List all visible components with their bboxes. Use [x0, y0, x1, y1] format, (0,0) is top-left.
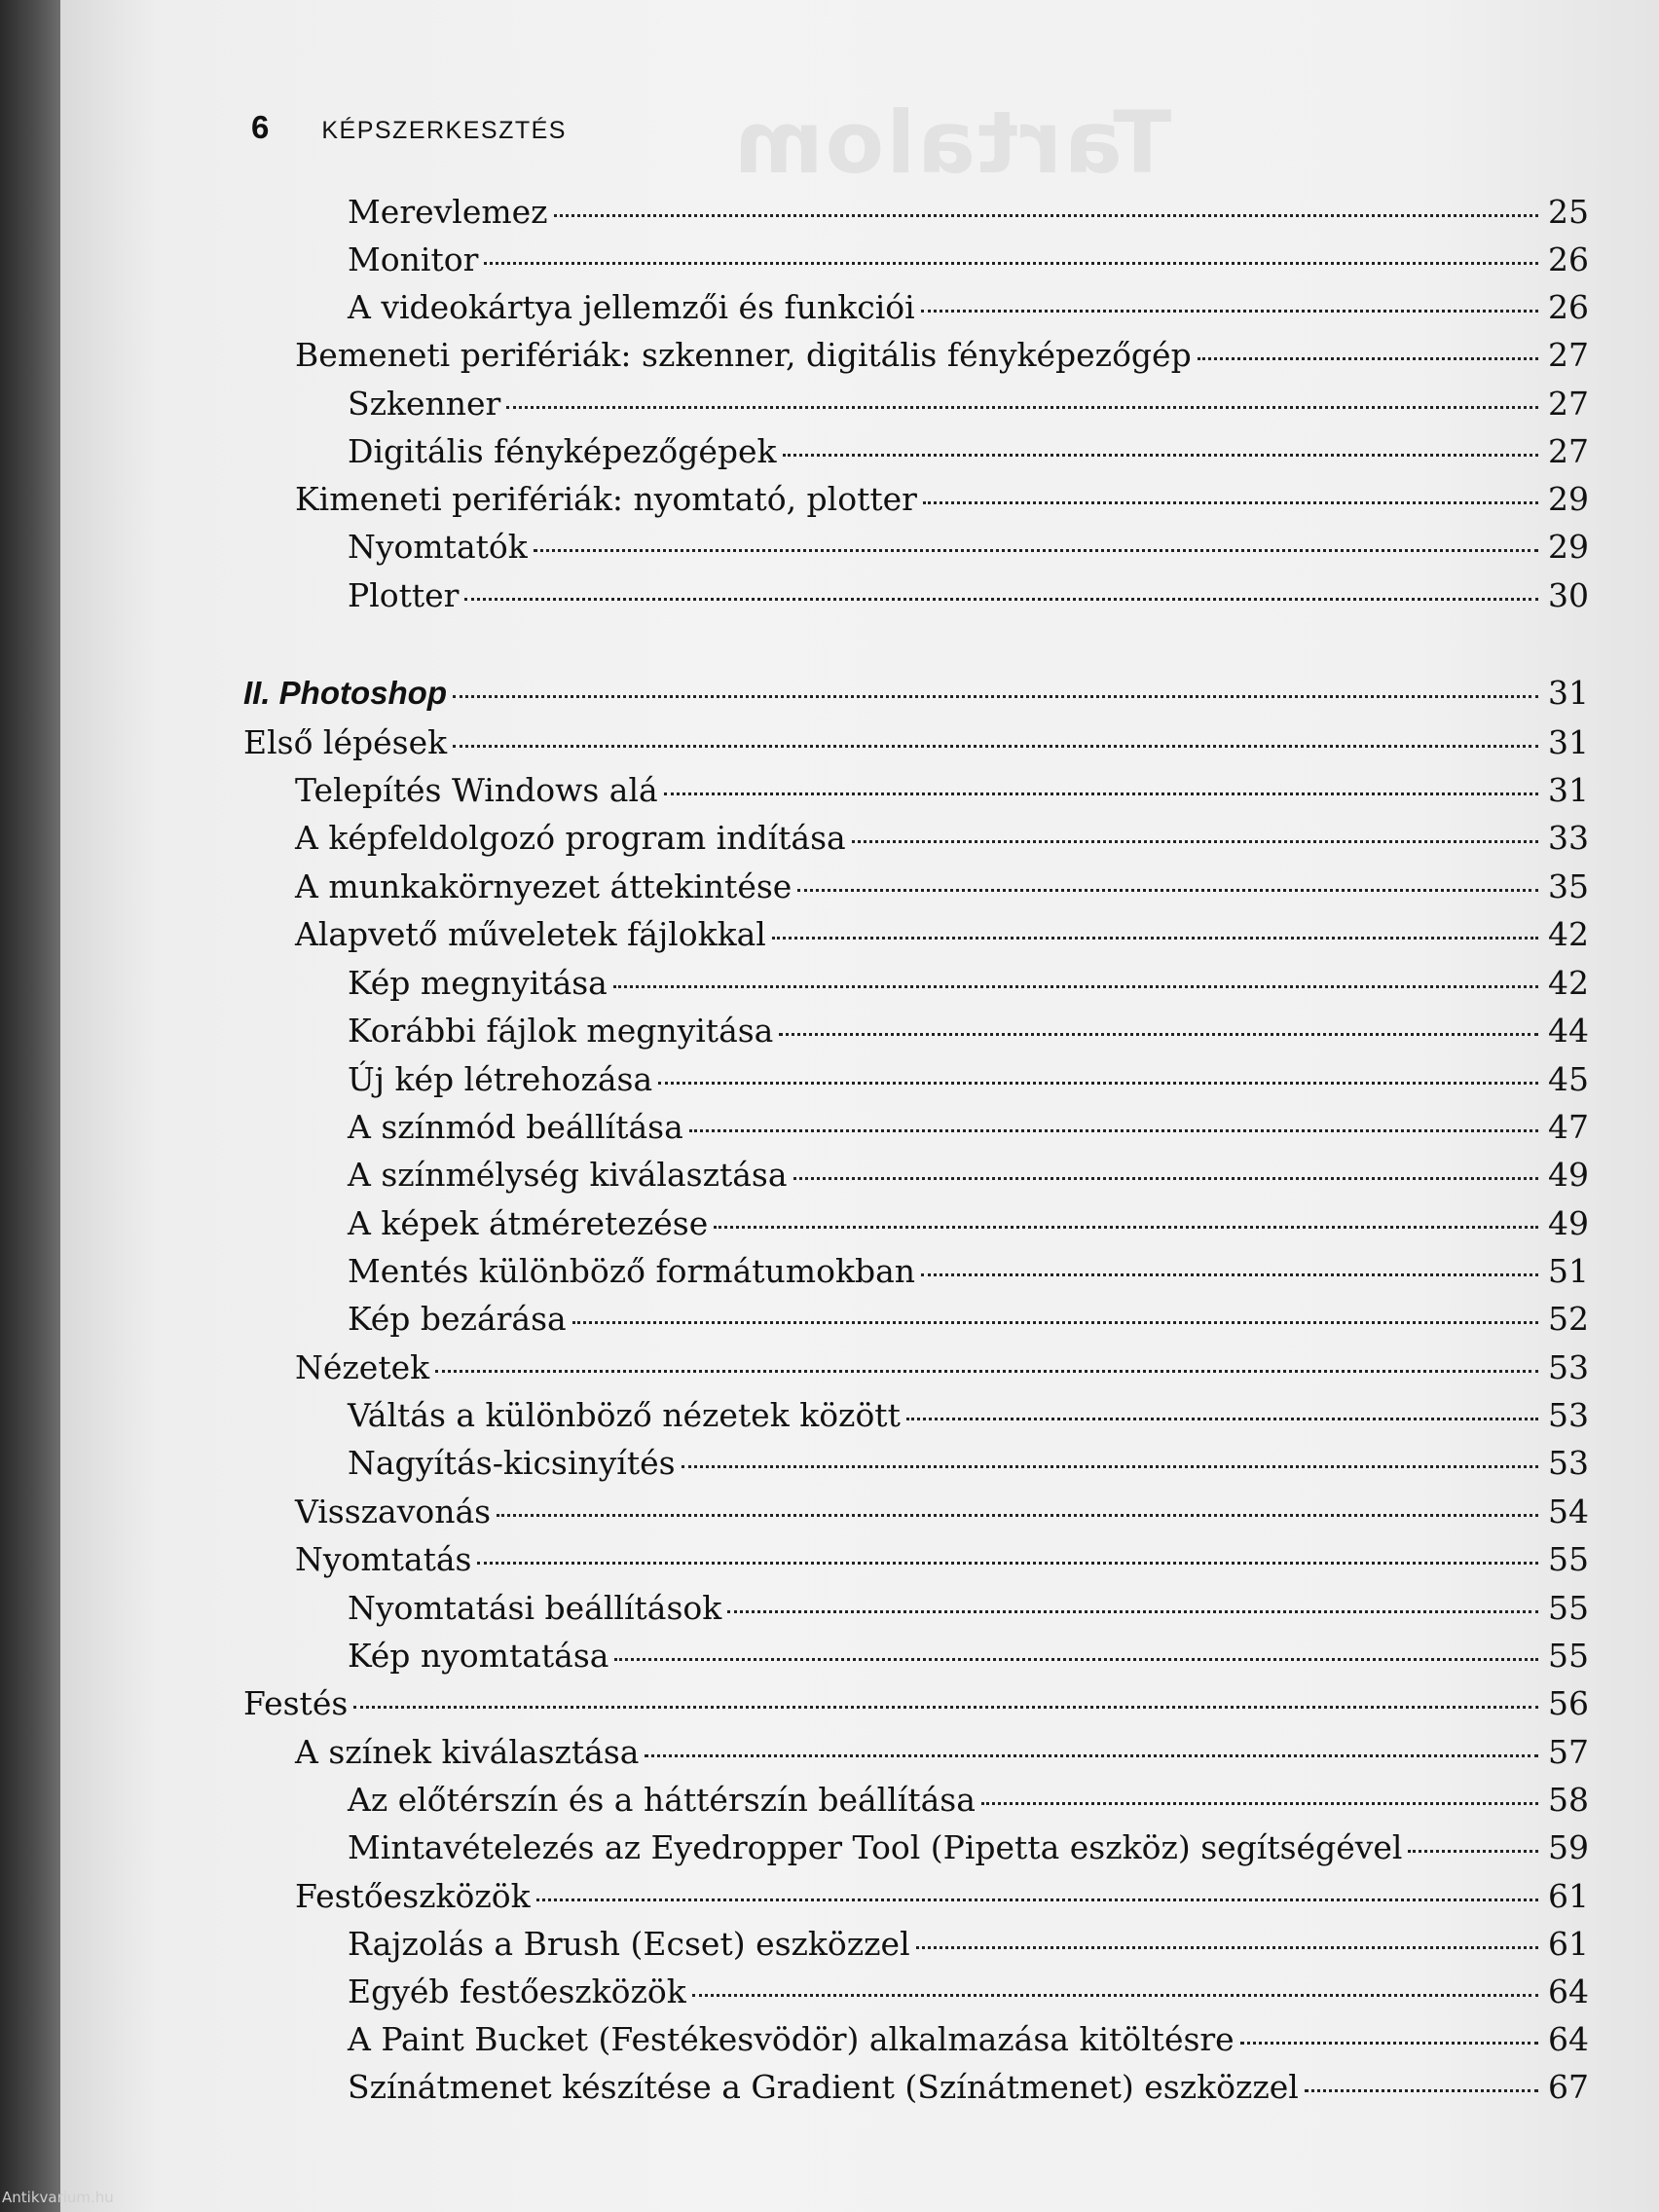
toc-entry-title: Rajzolás a Brush (Ecset) eszközzel	[348, 1925, 910, 1963]
toc-entry	[348, 1202, 1589, 1245]
dot-leader	[534, 549, 1538, 552]
toc-entry-title: Nyomtatási beállítások	[348, 1589, 722, 1627]
toc-page-number: 27	[1548, 432, 1589, 470]
dot-leader	[645, 1754, 1538, 1757]
toc-entry	[348, 1779, 1589, 1822]
toc-page-number: 49	[1548, 1156, 1589, 1194]
toc-entry-title: Merevlemez	[348, 193, 548, 231]
toc-entry	[348, 1971, 1589, 2013]
dot-leader	[783, 454, 1538, 457]
toc-entry-title: Festés	[243, 1684, 349, 1722]
dot-leader	[1198, 357, 1538, 360]
toc-entry-title: Plotter	[348, 576, 460, 614]
toc-page-number: 47	[1548, 1108, 1589, 1146]
dot-leader	[793, 1177, 1538, 1180]
toc-entry-title: Nyomtatás	[295, 1540, 472, 1578]
toc-entry-title: A színmód beállítása	[348, 1108, 683, 1146]
toc-entry-title: Digitális fényképezőgépek	[348, 432, 777, 470]
toc-page-number: 54	[1548, 1493, 1589, 1530]
toc-page-number: 27	[1548, 385, 1589, 423]
toc-entry	[348, 286, 1589, 329]
page-number: 6	[251, 109, 270, 145]
toc-page-number: 42	[1548, 964, 1589, 1002]
toc-page-number: 44	[1548, 1012, 1589, 1050]
toc-entry	[348, 430, 1589, 473]
running-header	[251, 109, 567, 148]
toc-entry-title: Visszavonás	[295, 1493, 492, 1530]
dot-leader	[921, 1273, 1538, 1276]
dot-leader	[714, 1226, 1538, 1229]
toc-entry	[295, 769, 1589, 812]
dot-leader	[772, 937, 1538, 940]
toc-entry-title: Szkenner	[348, 385, 501, 423]
toc-page-number: 55	[1548, 1540, 1589, 1578]
toc-entry-title: Korábbi fájlok megnyitása	[348, 1012, 774, 1050]
toc-entry-title: Kép nyomtatása	[348, 1637, 609, 1675]
toc-entry	[295, 1731, 1589, 1774]
dot-leader	[572, 1321, 1538, 1324]
dot-leader	[506, 406, 1538, 409]
toc-entry	[243, 721, 1589, 764]
dot-leader	[921, 310, 1538, 313]
dot-leader	[923, 501, 1538, 504]
toc-page-number: 35	[1548, 867, 1589, 905]
toc-page-number: 49	[1548, 1204, 1589, 1242]
toc-page-number: 53	[1548, 1348, 1589, 1386]
dot-leader	[353, 1706, 1538, 1709]
toc-entry-title: Mintavételezés az Eyedropper Tool (Pipetta eszköz) segítségével	[348, 1828, 1403, 1866]
toc-page-number: 55	[1548, 1589, 1589, 1627]
toc-entry-title: Váltás a különböző nézetek között	[348, 1396, 901, 1434]
toc-entry	[348, 1154, 1589, 1197]
toc-entry-title: A videokártya jellemzői és funkciói	[348, 288, 915, 326]
toc-entry	[348, 962, 1589, 1005]
dot-leader	[1240, 2042, 1538, 2045]
toc-entry	[348, 1058, 1589, 1101]
toc-page-number: 56	[1548, 1684, 1589, 1722]
toc-entry	[348, 1106, 1589, 1149]
toc-page-number: 53	[1548, 1444, 1589, 1482]
toc-entry	[295, 1538, 1589, 1581]
toc-page-number: 64	[1548, 1972, 1589, 2010]
dot-leader	[435, 1370, 1538, 1373]
toc-entry	[348, 2066, 1589, 2109]
show-through-text: Tartalom	[732, 92, 1172, 193]
toc-entry-title: Kép megnyitása	[348, 964, 608, 1002]
toc-entry	[348, 1394, 1589, 1437]
toc-page-number: 26	[1548, 288, 1589, 326]
toc-entry	[348, 383, 1589, 425]
toc-entry	[348, 239, 1589, 281]
dot-leader	[1408, 1850, 1538, 1853]
toc-entry	[348, 574, 1589, 617]
dot-leader	[779, 1033, 1538, 1036]
toc-entry-title: Alapvető műveletek fájlokkal	[295, 915, 766, 953]
dot-leader	[981, 1802, 1538, 1805]
toc-entry-title: Az előtérszín és a háttérszín beállítása	[348, 1781, 976, 1819]
toc-entry-title: Egyéb festőeszközök	[348, 1972, 686, 2010]
toc-page-number: 61	[1548, 1925, 1589, 1963]
toc-page-number: 59	[1548, 1828, 1589, 1866]
toc-page-number: 45	[1548, 1060, 1589, 1098]
dot-leader	[614, 1658, 1538, 1661]
toc-entry-title: Első lépések	[243, 723, 448, 761]
toc-entry-title: A munkakörnyezet áttekintése	[295, 867, 793, 905]
toc-entry-title: Nézetek	[295, 1348, 430, 1386]
toc-entry	[348, 1923, 1589, 1966]
toc-page-number: 55	[1548, 1637, 1589, 1675]
toc-entry	[295, 1346, 1589, 1389]
toc-entry-title: A színmélység kiválasztása	[348, 1156, 788, 1194]
toc-entry	[243, 1682, 1589, 1725]
toc-page-number: 64	[1548, 2020, 1589, 2058]
dot-leader	[797, 889, 1538, 892]
toc-entry-title: Nyomtatók	[348, 528, 528, 566]
toc-entry	[295, 817, 1589, 860]
toc-entry-title: A színek kiválasztása	[295, 1733, 640, 1771]
dot-leader	[497, 1514, 1538, 1517]
toc-entry-title: Mentés különböző formátumokban	[348, 1252, 915, 1290]
toc-part-heading	[243, 672, 1589, 715]
dot-leader	[906, 1418, 1538, 1420]
toc-entry	[348, 2018, 1589, 2061]
dot-leader	[664, 793, 1538, 795]
toc-entry	[348, 526, 1589, 569]
toc-entry-title: A képfeldolgozó program indítása	[295, 819, 846, 857]
toc-entry	[295, 334, 1589, 377]
toc-page-number: 42	[1548, 915, 1589, 953]
dot-leader	[554, 214, 1538, 217]
toc-entry-title: A Paint Bucket (Festékesvödör) alkalmazása kitöltésre	[348, 2020, 1235, 2058]
toc-entry-title: Monitor	[348, 240, 479, 278]
toc-page-number: 31	[1548, 723, 1589, 761]
toc-entry-title: Kép bezárása	[348, 1300, 567, 1338]
toc-page-number: 27	[1548, 336, 1589, 374]
dot-leader	[453, 745, 1538, 748]
toc-page-number: 25	[1548, 193, 1589, 231]
toc-entry	[295, 478, 1589, 521]
header-title: KÉPSZERKESZTÉS	[321, 117, 567, 144]
toc-page-number: 26	[1548, 240, 1589, 278]
toc-page-number: 58	[1548, 1781, 1589, 1819]
toc-page-number: 30	[1548, 576, 1589, 614]
toc-entry-title: Színátmenet készítése a Gradient (Színátmenet) eszközzel	[348, 2068, 1299, 2106]
dot-leader	[689, 1129, 1538, 1132]
dot-leader	[692, 1994, 1538, 1997]
dot-leader	[727, 1610, 1538, 1613]
toc-page-number: 33	[1548, 819, 1589, 857]
dot-leader	[852, 840, 1538, 843]
toc-entry	[348, 1587, 1589, 1630]
toc-entry-title: Telepítés Windows alá	[295, 771, 658, 809]
toc-entry-title: Bemeneti perifériák: szkenner, digitális fényképezőgép	[295, 336, 1192, 374]
dot-leader	[613, 985, 1538, 988]
toc-entry	[295, 1875, 1589, 1918]
toc-entry	[295, 866, 1589, 908]
book-spine	[0, 0, 60, 2212]
toc-entry-title: Festőeszközök	[295, 1877, 531, 1915]
toc-entry	[348, 1442, 1589, 1485]
dot-leader	[916, 1946, 1538, 1949]
dot-leader	[453, 695, 1538, 698]
toc-entry-title: Új kép létrehozása	[348, 1060, 653, 1098]
toc-page-number: 57	[1548, 1733, 1589, 1771]
toc-entry-title: Nagyítás-kicsinyítés	[348, 1444, 676, 1482]
toc-entry-title: II. Photoshop	[243, 675, 447, 711]
toc-page-number: 67	[1548, 2068, 1589, 2106]
toc-page-number: 31	[1548, 674, 1589, 712]
toc-page-number: 53	[1548, 1396, 1589, 1434]
dot-leader	[682, 1465, 1538, 1468]
toc-entry-title: A képek átméretezése	[348, 1204, 709, 1242]
dot-leader	[1305, 2089, 1538, 2092]
toc-page-number: 31	[1548, 771, 1589, 809]
toc-page-number: 61	[1548, 1877, 1589, 1915]
dot-leader	[536, 1899, 1538, 1901]
watermark-credit: Antikvarium.hu	[2, 2189, 114, 2206]
dot-leader	[464, 598, 1538, 601]
dot-leader	[658, 1082, 1538, 1085]
toc-page-number: 29	[1548, 480, 1589, 518]
toc-entry	[295, 913, 1589, 956]
toc-entry-title: Kimeneti perifériák: nyomtató, plotter	[295, 480, 917, 518]
toc-entry	[348, 1298, 1589, 1341]
dot-leader	[477, 1562, 1538, 1565]
toc-entry	[348, 1250, 1589, 1293]
toc-entry	[348, 1635, 1589, 1677]
toc-page-number: 29	[1548, 528, 1589, 566]
toc-entry	[348, 1010, 1589, 1052]
toc-page-number: 52	[1548, 1300, 1589, 1338]
toc-entry	[348, 191, 1589, 234]
toc-entry	[295, 1491, 1589, 1533]
toc-page-number: 51	[1548, 1252, 1589, 1290]
toc-entry	[348, 1826, 1589, 1869]
dot-leader	[484, 262, 1538, 265]
